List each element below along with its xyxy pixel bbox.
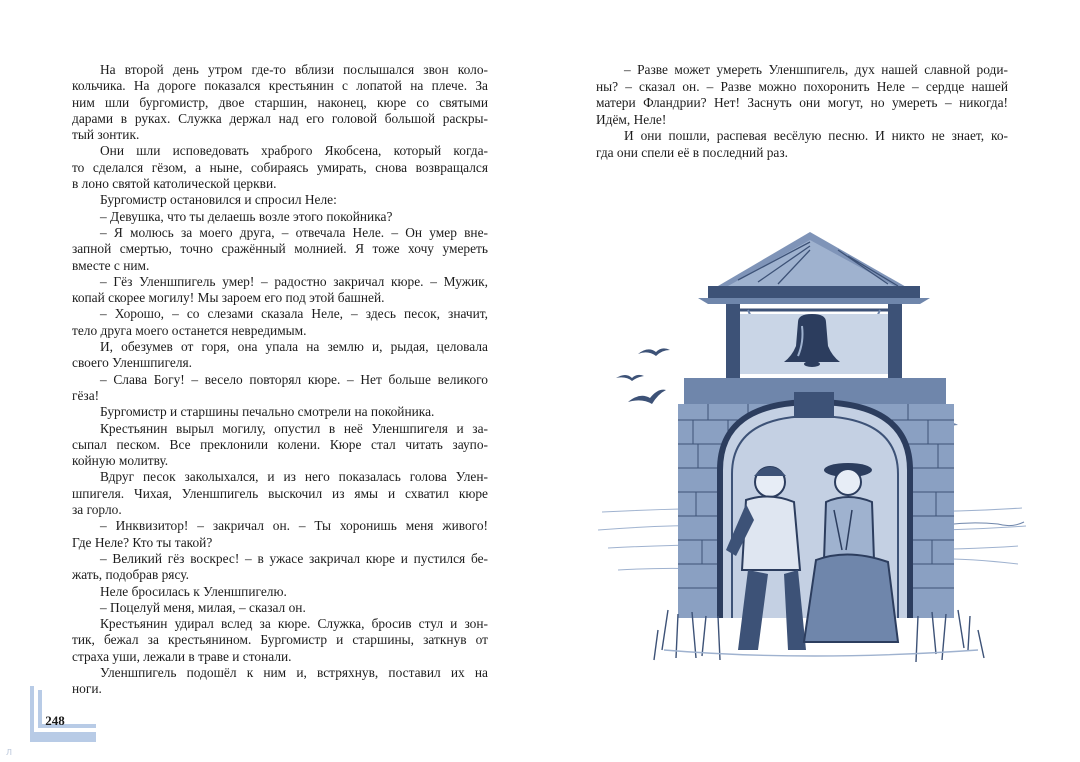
text-line: тый зонтик.: [72, 127, 140, 143]
text-line: – Слава Богу! – весело повторял кюре. – Нет больше великого: [100, 371, 488, 387]
text-line: то сделался гёзом, а ныне, собираясь умирать, снова возвращался: [72, 159, 488, 175]
text-line: дарами в руках. Служка держал над его головой большой раскры-: [72, 110, 488, 126]
text-line: койную молитву.: [72, 453, 169, 469]
text-line: Идём, Неле!: [596, 111, 667, 127]
text-line: запной смертью, точно сражённый молнией. Я тоже хочу умереть: [72, 241, 488, 257]
text-line: вместе с ним.: [72, 257, 150, 273]
text-line: Неле бросилась к Уленшпигелю.: [100, 583, 287, 599]
bell-tower-illustration: [598, 230, 1026, 690]
text-line: Бургомистр остановился и спросил Неле:: [100, 192, 337, 208]
text-line: жать, подобрав рясу.: [72, 567, 189, 583]
text-line: И, обезумев от горя, она упала на землю и, рыдая, целовала: [100, 339, 488, 355]
text-line: гёза!: [72, 387, 100, 403]
text-line: тик, бежал за крестьянином. Бургомистр и старшины, заткнув от: [72, 632, 488, 648]
text-line: матери Фландрии? Нет! Заснуть они могут, но умереть – никогда!: [596, 95, 1008, 110]
text-line: тело друга моего останется невредимым.: [72, 322, 307, 338]
text-line: сыпал песком. Все преклонили колени. Кюре стал читать заупо-: [72, 436, 488, 452]
text-line: Крестьянин удирал вслед за кюре. Служка, бросив стул и зон-: [100, 616, 488, 632]
text-line: На второй день утром где-то вблизи послышался звон коло-: [100, 62, 488, 77]
text-line: ним шли бургомистр, двое старшин, наконец, кюре со святыми: [72, 94, 488, 110]
text-line: – Инквизитор! – закричал он. – Ты хоронишь меня живого!: [100, 518, 488, 534]
text-line: копай скорее могилу! Мы зароем его под этой башней.: [72, 290, 385, 306]
text-line: своего Уленшпигеля.: [72, 355, 193, 371]
text-line: ноги.: [72, 681, 102, 697]
text-line: – Девушка, что ты делаешь возле этого покойника?: [100, 208, 393, 224]
text-line: страха уши, лежали в траве и стонали.: [72, 648, 292, 664]
text-line: Крестьянин вырыл могилу, опустил в неё Уленшпигеля и за-: [100, 420, 488, 436]
text-line: за горло.: [72, 502, 122, 518]
text-line: ны? – сказал он. – Разве можно похоронить Неле – сердце нашей: [596, 78, 1008, 94]
tower-roof: [698, 232, 930, 304]
text-line: – Хорошо, – со слезами сказала Неле, – здесь песок, значит,: [100, 306, 488, 322]
text-line: в лоно святой католической церкви.: [72, 176, 277, 192]
text-line: кольчика. На дороге показался крестьянин с лопатой на плече. За: [72, 78, 488, 94]
text-line: гда они спели её в последний раз.: [596, 144, 788, 160]
text-line: Вдруг песок заколыхался, и из него показалась голова Улен-: [100, 469, 488, 485]
page-number: 248: [45, 713, 65, 728]
right-page-text: [596, 62, 1008, 161]
text-line: – Я молюсь за моего друга, – отвечала Неле. – Он умер вне-: [100, 224, 488, 240]
text-line: Они шли исповедовать храброго Якобсена, который когда-: [100, 143, 488, 159]
text-line: Уленшпигель подошёл к ним и, встряхнув, поставил их на: [100, 664, 488, 680]
text-line: Бургомистр и старшины печально смотрели на покойника.: [100, 404, 435, 420]
text-line: И они пошли, распевая весёлую песню. И никто не знает, ко-: [624, 128, 1008, 143]
left-page-text: [72, 62, 488, 698]
text-line: – Великий гёз воскрес! – в ужасе закричал кюре и пустился бе-: [100, 550, 488, 566]
corner-mark: Л: [6, 748, 13, 757]
text-line: шпигеля. Чихая, Уленшпигель выскочил из ямы и схватил кюре: [72, 485, 488, 501]
text-line: – Разве может умереть Уленшпигель, дух нашей славной роди-: [624, 62, 1008, 77]
text-line: – Поцелуй меня, милая, – сказал он.: [100, 599, 306, 615]
text-line: – Гёз Уленшпигель умер! – радостно закричал кюре. – Мужик,: [100, 273, 488, 289]
text-line: Где Неле? Кто ты такой?: [72, 534, 213, 550]
